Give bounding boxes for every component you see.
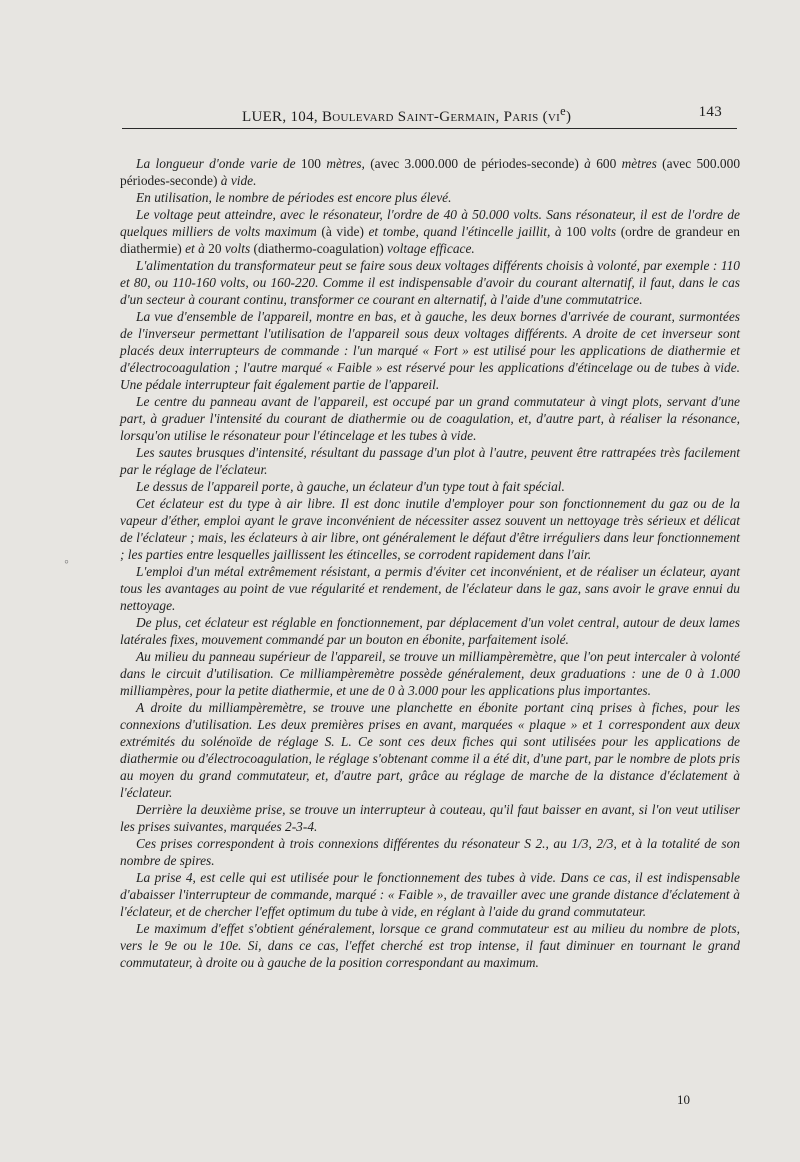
text-run: et tombe, quand l'étincelle jaillit, à [363, 224, 567, 239]
paragraph [120, 308, 740, 393]
paragraph [120, 189, 740, 206]
text-run: (à vide) [321, 224, 364, 239]
text-run: Au milieu du panneau supérieur de l'appareil, se trouve un milliampèremètre, que l'on peut intercaler à volonté dans le circuit d'utilisation. Ce milliampèremètre possède généralement, deux graduations : une de 0 à 1.000 milliampères, pour la petite diathermie, et une de 0 à 3.000 pour les applications plus importantes. [120, 649, 740, 698]
text-run: (avec 500.000 périodes-seconde) [120, 156, 741, 188]
text-run: et à [181, 241, 209, 256]
text-run: Les sautes brusques d'intensité, résultant du passage d'un plot à l'autre, peuvent être rattrapées très facilement par le réglage de l'éclateur. [120, 445, 740, 477]
text-run: mètres, [321, 156, 371, 171]
text-run: A droite du milliampèremètre, se trouve une planchette en ébonite portant cinq prises à fiches, pour les connexions d'utilisation. Les deux premières prises en avant, marquées « plaque » et 1 correspondent aux deux extrémités du solénoïde de réglage S. L. Ce sont ces deux fiches qui sont utilisées pour les applications de diathermie ou d'électrocoagulation, le réglage s'obtenant comme il a été dit, d'une part, par le nombre de plots pris au moyen du grand commutateur, et, d'autre part, grâce au réglage de marche de la distance d'éclatement à l'éclateur. [120, 700, 740, 800]
paragraph [120, 835, 740, 869]
text-run: 100 [300, 156, 321, 171]
text-run: Le maximum d'effet s'obtient généralement, lorsque ce grand commutateur est au milieu du nombre de plots, vers le 9e ou le 10e. Si, dans ce cas, l'effet cherché est trop intense, il faut diminuer en tournant le grand commutateur, à droite ou à gauche de la position correspondant au maximum. [120, 921, 740, 970]
text-run: En utilisation, le nombre de périodes est encore plus élevé. [136, 190, 452, 205]
paragraph [120, 699, 740, 801]
text-run: Derrière la deuxième prise, se trouve un interrupteur à couteau, qu'il faut baisser en avant, si l'on veut utiliser les prises suivantes, marquées 2-3-4. [120, 802, 740, 834]
text-run: La prise 4, est celle qui est utilisée pour le fonctionnement des tubes à vide. Dans ce cas, il est indispensable d'abaisser l'interrupteur de commande, marqué : « Faible », de travailler avec une grande distance d'éclatement à l'éclateur, et de chercher l'effet optimum du tube à vide, en réglant à l'aide du grand commutateur. [120, 870, 740, 919]
page-number: 143 [698, 104, 722, 120]
paragraph [120, 563, 740, 614]
text-run: Le voltage peut atteindre, avec le résonateur, l'ordre de 40 à 50.000 volts. Sans résonateur, il est de l'ordre de quelques milliers de volts maximum [120, 207, 740, 239]
text-run: à vide. [217, 173, 257, 188]
paragraph [120, 869, 740, 920]
text-run: voltage efficace. [383, 241, 475, 256]
running-title: LUER, 104, Boulevard Saint-Germain, Paris $(vi^e)$ [242, 104, 572, 125]
text-run: à [578, 156, 597, 171]
paragraph [120, 920, 740, 971]
paragraph [120, 801, 740, 835]
text-run: De plus, cet éclateur est réglable en fonctionnement, par déplacement d'un volet central, autour de deux lames latérales fixes, mouvement commandé par un bouton en ébonite, parfaitement isolé. [120, 615, 740, 647]
paragraph [120, 393, 740, 444]
text-run: Ces prises correspondent à trois connexions différentes du résonateur S 2., au 1/3, 2/3, et à la totalité de son nombre de spires. [120, 836, 740, 868]
paragraph [120, 206, 740, 257]
text-run: Le dessus de l'appareil porte, à gauche, un éclateur d'un type tout à fait spécial. [136, 479, 565, 494]
text-run: La vue d'ensemble de l'appareil, montre en bas, et à gauche, les deux bornes d'arrivée de courant, surmontées de l'inverseur permettant l'utilisation de l'appareil sous deux voltages différents. A droite de cet inverseur sont placés deux interrupteurs de commande : l'un marqué « Fort » est utilisé pour les applications de diathermie et d'électrocoagulation ; l'autre marqué « Faible » est réservé pour les applications d'étincelage ou de tubes à vide. Une pédale interrupteur fait également partie de l'appareil. [120, 309, 740, 392]
text-run: La longueur d'onde varie de [136, 156, 301, 171]
paragraph [120, 648, 740, 699]
text-run: Cet éclateur est du type à air libre. Il est donc inutile d'employer pour son fonctionnement du gaz ou de la vapeur d'éther, emploi ayant le grave inconvénient de nécessiter assez souvent un nettoyage très sérieux et délicat de l'éclateur ; mais, les éclateurs à air libre, ont généralement le défaut d'être irréguliers dans leur fonctionnement ; les parties entre lesquelles jaillissent les étincelles, se corrodent rapidement dans l'air. [120, 496, 740, 562]
margin-mark: ◦ [64, 555, 69, 570]
paragraph [120, 257, 740, 308]
text-run: 100 [566, 224, 587, 239]
text-run: 600 [596, 156, 617, 171]
text-run: Le centre du panneau avant de l'appareil, est occupé par un grand commutateur à vingt plots, servant d'une part, à graduer l'intensité du courant de diathermie ou de coagulation, et, d'autre part, à réaliser la résonance, lorsqu'on utilise le résonateur pour l'étincelage et les tubes à vide. [120, 394, 740, 443]
paragraph [120, 478, 740, 495]
text-run: (diathermo-coagulation) [253, 241, 384, 256]
paragraph [120, 155, 740, 189]
text-run: (avec 3.000.000 de périodes-seconde) [370, 156, 579, 171]
text-run: volts [586, 224, 621, 239]
signature-mark: 10 [677, 1092, 690, 1107]
text-run: 20 [208, 241, 222, 256]
text-run: (ordre de grandeur en diathermie) [120, 224, 741, 256]
text-run: L'emploi d'un métal extrêmement résistant, a permis d'éviter cet inconvénient, et de réaliser un éclateur, ayant tous les avantages au point de vue régularité et rendement, de l'éclateur dans le gaz, sans avoir le grave ennui du nettoyage. [120, 564, 740, 613]
body-text [120, 155, 740, 971]
text-run: volts [221, 241, 254, 256]
paragraph [120, 444, 740, 478]
text-run: mètres [616, 156, 663, 171]
paragraph [120, 495, 740, 563]
header-rule [122, 128, 737, 129]
paragraph [120, 614, 740, 648]
text-run: L'alimentation du transformateur peut se faire sous deux voltages différents choisis à volonté, par exemple : 110 et 80, ou 110-160 volts, ou 160-220. Comme il est indispensable d'avoir du courant alternatif, il faut, dans le cas d'un secteur à courant continu, transformer ce courant en alternatif, à l'aide d'une commutatrice. [120, 258, 740, 307]
